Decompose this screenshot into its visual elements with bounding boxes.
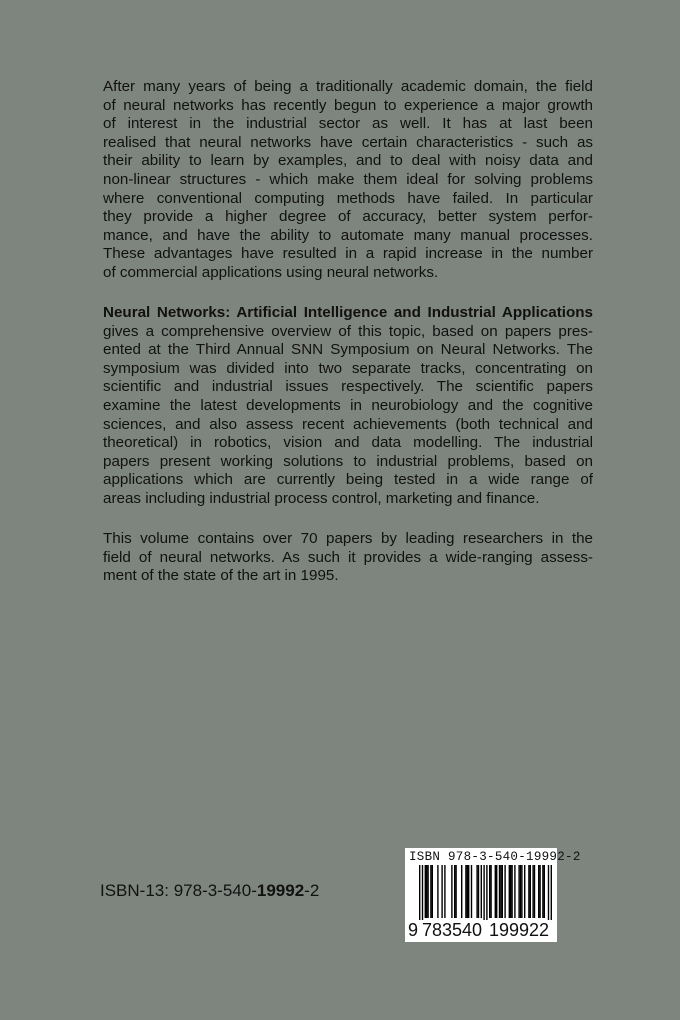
- barcode-bar: [426, 865, 427, 918]
- isbn-13-label: [100, 881, 319, 901]
- barcode-bar: [534, 865, 535, 918]
- text-line: gives a comprehensive overview of this topic, based on papers pres-: [103, 322, 593, 340]
- barcode-bar: [521, 865, 522, 918]
- paragraph-volume: [103, 530, 593, 586]
- book-title: Neural Networks: Artificial Intelligence and Industrial Applications: [103, 304, 593, 321]
- barcode-bar: [542, 865, 543, 918]
- barcode-bar: [437, 865, 438, 918]
- barcode-bar: [478, 865, 479, 918]
- barcode-bar: [518, 865, 519, 918]
- text-line: areas including industrial process control, marketing and finance.: [103, 489, 540, 507]
- barcode-bar: [495, 865, 496, 918]
- barcode-bar: [496, 865, 497, 918]
- barcode-bar: [520, 865, 521, 918]
- barcode: [405, 848, 581, 942]
- barcode-bar: [441, 865, 442, 918]
- barcode-bar: [430, 865, 431, 918]
- isbn-prefix: ISBN-13: 978-3-540-: [100, 881, 257, 900]
- text-line: where conventional computing methods have failed. In particular: [103, 189, 593, 207]
- isbn-suffix: -2: [304, 881, 320, 900]
- barcode-bar: [504, 865, 505, 918]
- text-line: theoretical) in robotics, vision and data modelling. The industrial: [103, 434, 593, 452]
- barcode-bar: [511, 865, 512, 918]
- text-line: scientific and industrial issues respectively. The scientific papers: [103, 378, 593, 396]
- barcode-isbn-text: ISBN 978-3-540-19992-2: [409, 850, 581, 864]
- barcode-bar: [481, 865, 482, 918]
- barcode-bar: [499, 865, 500, 918]
- barcode-bar: [490, 865, 491, 918]
- text-line: examine the latest developments in neurobiology and the cognitive: [103, 396, 593, 414]
- text-line: After many years of being a traditionally academic domain, the field: [103, 78, 593, 95]
- barcode-bar: [548, 865, 549, 920]
- text-line: sciences, and also assess recent achievements (both technical and: [103, 415, 593, 433]
- text-line: These advantages have resulted in a rapid increase in the number: [103, 245, 593, 263]
- text-line: ment of the state of the art in 1995.: [103, 567, 339, 585]
- barcode-bar: [467, 865, 468, 918]
- barcode-bar: [451, 865, 452, 918]
- barcode-bar: [486, 865, 487, 920]
- barcode-bar: [524, 865, 525, 918]
- barcode-bar: [544, 865, 545, 918]
- barcode-right-digits: 199922: [489, 920, 550, 940]
- barcode-bar: [427, 865, 428, 918]
- paragraph-overview: [103, 304, 593, 509]
- text-line: This volume contains over 70 papers by leading researchers in the: [103, 530, 593, 547]
- barcode-bar: [454, 865, 455, 918]
- barcode-bar: [532, 865, 533, 918]
- text-line: of interest in the industrial sector as well. It has at last been: [103, 115, 593, 133]
- barcode-bar: [538, 865, 539, 918]
- barcode-bar: [509, 865, 510, 918]
- text-line: of commercial applications using neural networks.: [103, 263, 439, 281]
- barcode-bar: [422, 865, 423, 920]
- barcode-bar: [551, 865, 552, 920]
- barcode-bar: [425, 865, 426, 918]
- barcode-bar: [510, 865, 511, 918]
- barcode-bar: [419, 865, 420, 920]
- text-line: symposium was divided into two separate tracks, concentrating on: [103, 359, 593, 377]
- text-line: applications which are currently being tested in a wide range of: [103, 471, 593, 489]
- barcode-bar: [530, 865, 531, 918]
- paragraph-intro: [103, 78, 593, 283]
- barcode-bar: [502, 865, 503, 918]
- text-line: realised that neural networks have certain characteristics - such as: [103, 133, 593, 151]
- barcode-bar: [483, 865, 484, 920]
- text-line: mance, and have the ability to automate many manual processes.: [103, 226, 593, 244]
- barcode-bar: [489, 865, 490, 918]
- isbn-bold-part: 19992: [256, 881, 305, 900]
- text-line: of neural networks has recently begun to experience a major growth: [103, 96, 593, 114]
- barcode-bar: [539, 865, 540, 918]
- text-line: ented at the Third Annual SNN Symposium on Neural Networks. The: [103, 341, 593, 359]
- text-line: field of neural networks. As such it provides a wide-ranging assess-: [103, 548, 593, 566]
- text-line: non-linear structures - which make them ideal for solving problems: [103, 170, 593, 188]
- barcode-bar: [461, 865, 462, 918]
- barcode-first-digit: 9: [408, 920, 419, 940]
- barcode-bar: [528, 865, 529, 918]
- barcode-bar: [471, 865, 472, 918]
- barcode-bar: [465, 865, 466, 918]
- barcode-bar: [500, 865, 501, 918]
- barcode-left-digits: 783540: [422, 920, 483, 940]
- text-line: they provide a higher degree of accuracy, better system perfor-: [103, 208, 593, 226]
- barcode-bar: [444, 865, 445, 918]
- barcode-bar: [432, 865, 433, 918]
- barcode-bar: [468, 865, 469, 918]
- barcode-bar: [514, 865, 515, 918]
- barcode-bar: [476, 865, 477, 918]
- text-line: their ability to learn by examples, and to deal with noisy data and: [103, 152, 593, 170]
- barcode-bar: [455, 865, 456, 918]
- text-line: papers present working solutions to industrial problems, based on: [103, 452, 593, 470]
